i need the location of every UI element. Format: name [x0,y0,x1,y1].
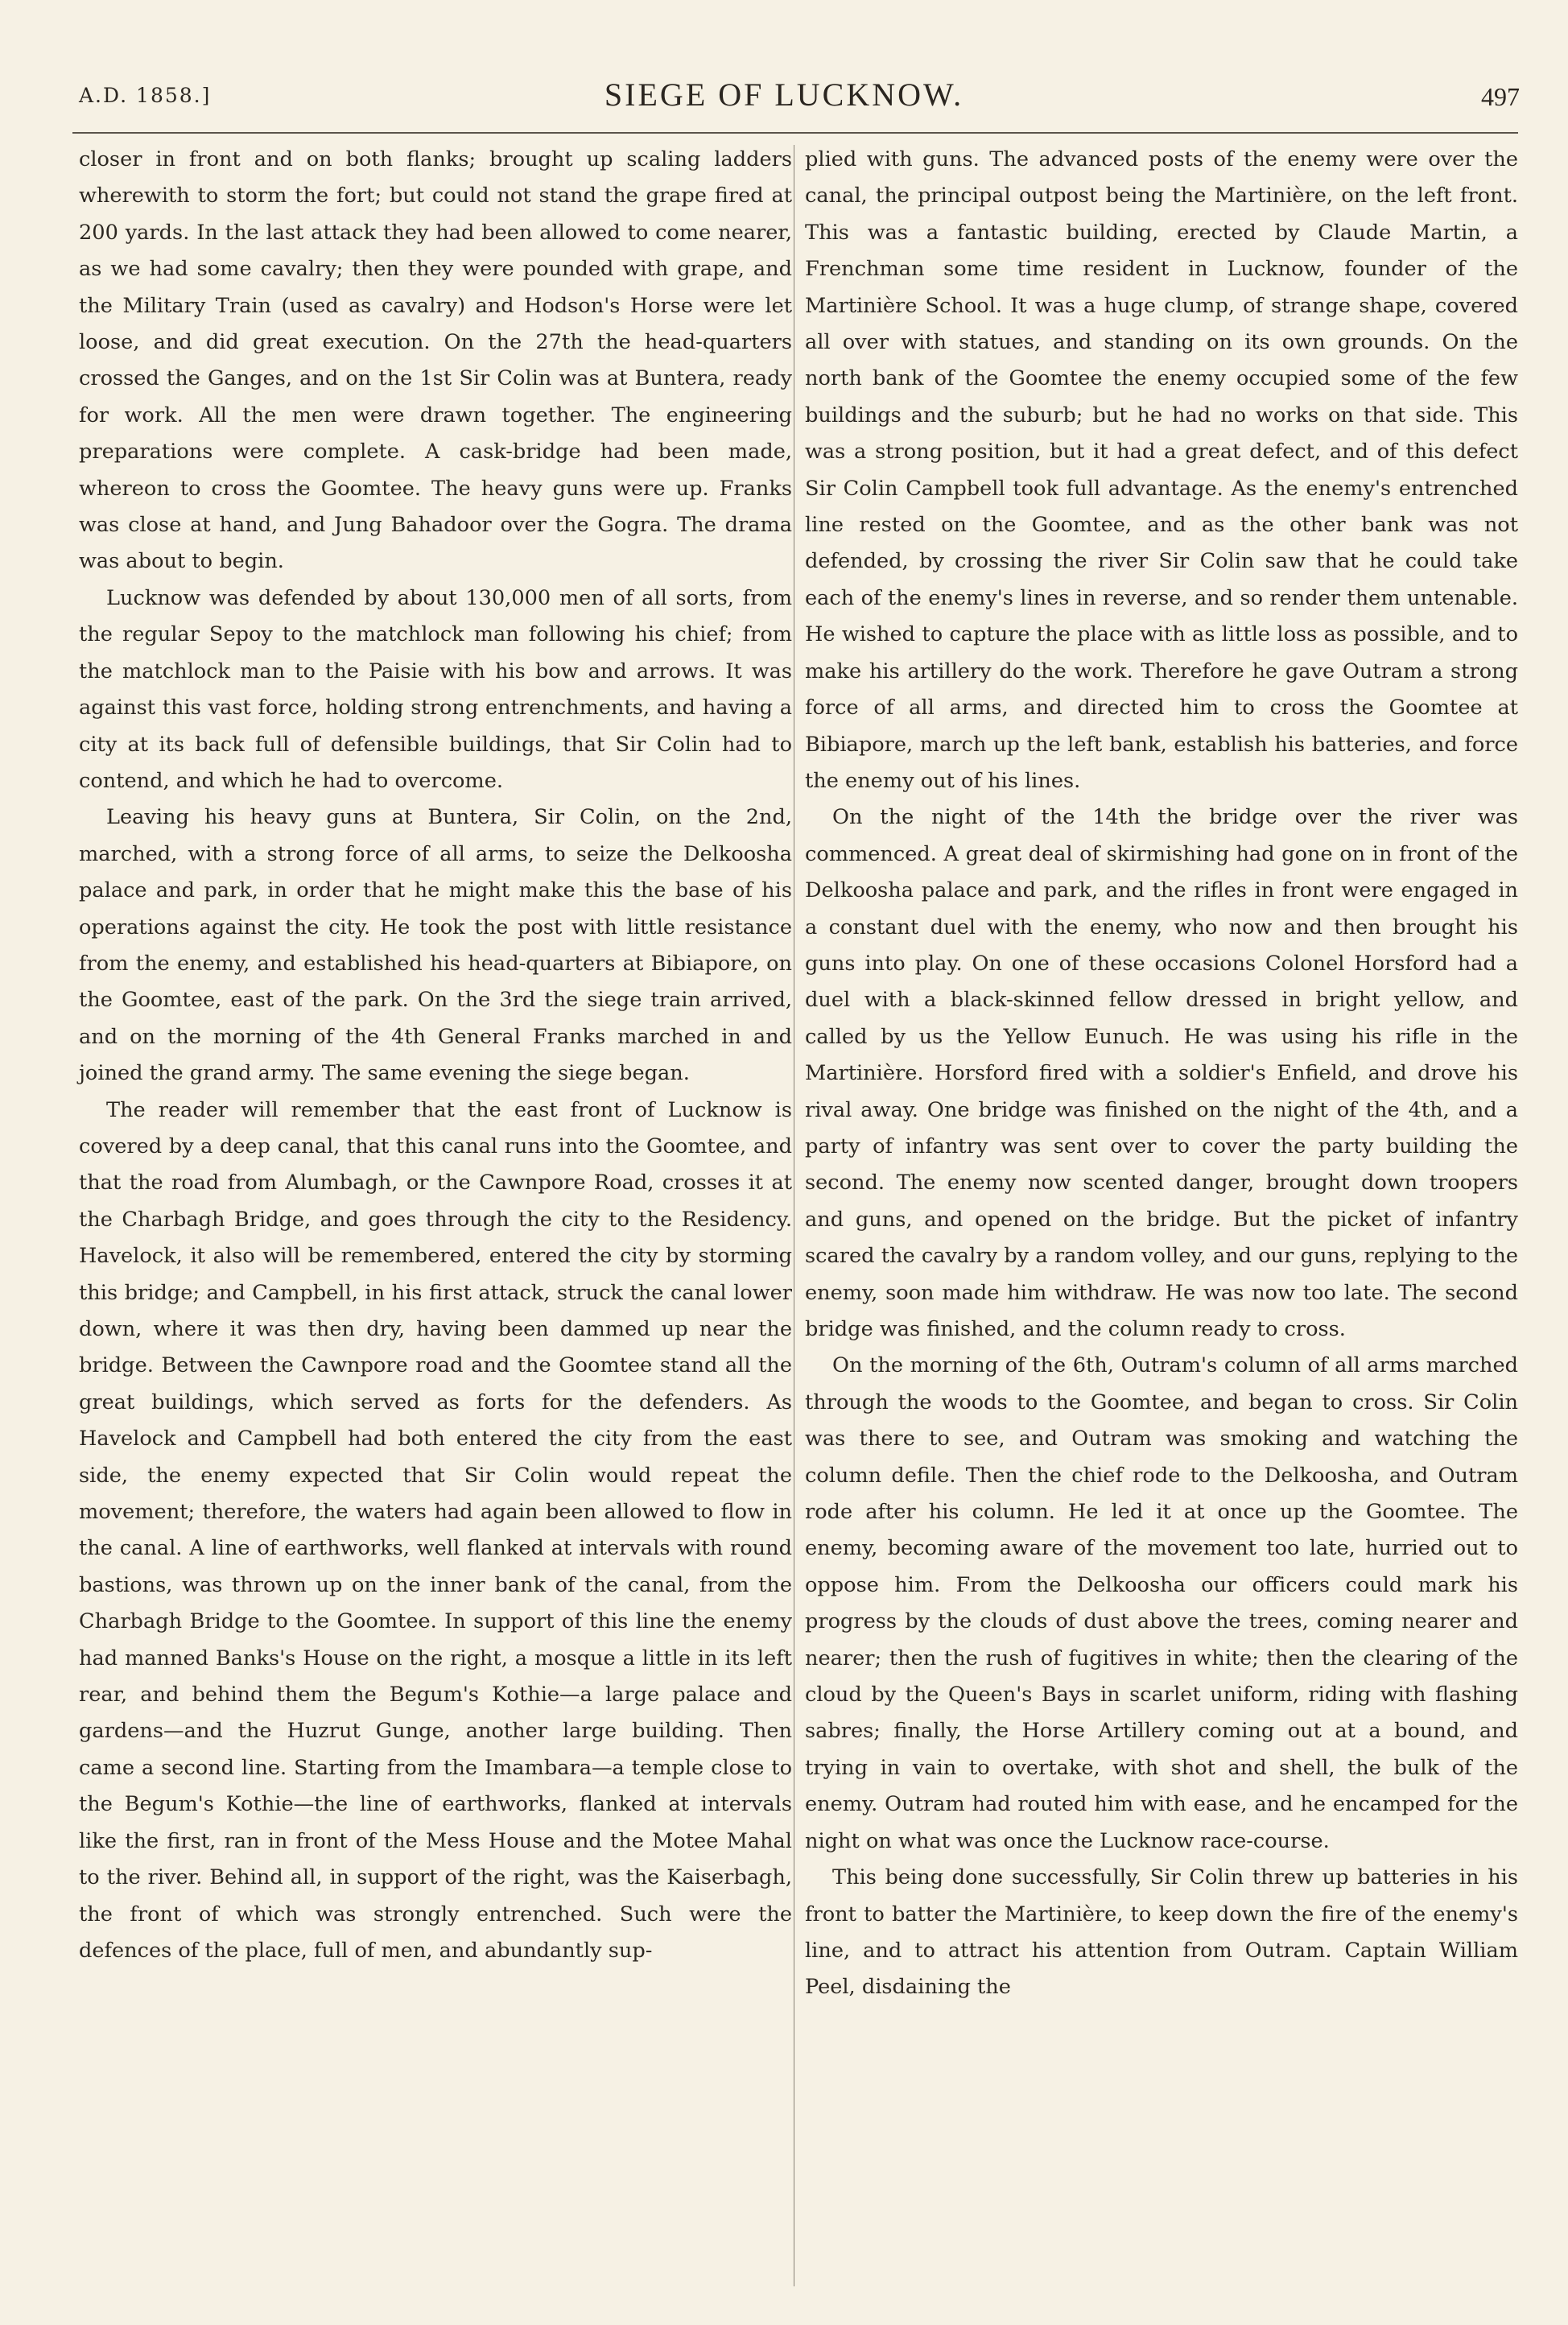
paragraph: Lucknow was defended by about 130,000 men of all sorts, from the regular Sepoy to the matchlock man following his chief; from the matchlock man to the Paisie with his bow and arrows. It was against this vast force, holding strong entrenchments, and having a city at its back full of defensible buildings, that Sir Colin had to contend, and which he had to overcome. [79,585,792,793]
running-header [48,71,1520,127]
left-column [79,142,792,1969]
page-title: SIEGE OF LUCKNOW. [604,76,964,113]
header-date: A.D. 1858.] [79,84,212,107]
paragraph: On the night of the 14th the bridge over the river was commenced. A great deal of skirmishing had gone on in front of the Delkoosha palace and park, and the rifles in front were engaged in a constant duel with the enemy, who now and then brought his guns into play. On one of these occasions Colonel Horsford had a duel with a black-skinned fellow dressed in bright yellow, and called by us the Yellow Eunuch. He was using his rifle in the Martinière. Horsford fired with a soldier's Enfield, and drove his rival away. One bridge was finished on the night of the 4th, and a party of infantry was sent over to cover the party building the second. The enemy now scented danger, brought down troopers and guns, and opened on the bridge. But the picket of infantry scared the cavalry by a random volley, and our guns, replying to the enemy, soon made him withdraw. He was now too late. The second bridge was finished, and the column ready to cross. [805,805,1518,1341]
paragraph: On the morning of the 6th, Outram's column of all arms marched through the woods to the Goomtee, and began to cross. Sir Colin was there to see, and Outram was smoking and watching the column defile. Then the chief rode to the Delkoosha, and Outram rode after his column. He led it at once up the Goomtee. The enemy, becoming aware of the movement too late, hurried out to oppose him. From the Delkoosha our officers could mark his progress by the clouds of dust above the trees, coming nearer and nearer; then the rush of fugitives in white; then the clearing of the cloud by the Queen's Bays in scarlet uniform, riding with flashing sabres; finally, the Horse Artillery coming out at a bound, and trying in vain to overtake, with shot and shell, the bulk of the enemy. Outram had routed him with ease, and he encamped for the night on what was once the Lucknow race-course. [805,1353,1518,1853]
paragraph: Leaving his heavy guns at Buntera, Sir Colin, on the 2nd, marched, with a strong force of all arms, to seize the Delkoosha palace and park, in order that he might make this the base of his operations against the city. He took the post with little resistance from the enemy, and established his head-quarters at Bibiapore, on the Goomtee, east of the park. On the 3rd the siege train arrived, and on the morning of the 4th General Franks marched in and joined the grand army. The same evening the siege began. [79,805,792,1086]
header-rule [72,132,1518,134]
paragraph: plied with guns. The advanced posts of the enemy were over the canal, the principal outpost being the Martinière, on the left front. This was a fantastic building, erected by Claude Martin, a Frenchman some time resident in Lucknow, founder of the Martinière School. It was a huge clump, of strange shape, covered all over with statues, and standing on its own grounds. On the north bank of the Goomtee the enemy occupied some of the few buildings and the suburb; but he had no works on that side. This was a strong position, but it had a great defect, and of this defect Sir Colin Campbell took full advantage. As the enemy's entrenched line rested on the Goomtee, and as the other bank was not defended, by crossing the river Sir Colin saw that he could take each of the enemy's lines in reverse, and so render them untenable. He wished to capture the place with as little loss as possible, and to make his artillery do the work. Therefore he gave Outram a strong force of all arms, and directed him to cross the Goomtee at Bibiapore, march up the left bank, establish his batteries, and force the enemy out of his lines. [805,147,1518,793]
page-number: 497 [1481,82,1520,111]
paragraph: closer in front and on both flanks; brought up scaling ladders wherewith to storm the fort; but could not stand the grape fired at 200 yards. In the last attack they had been allowed to come nearer, as we had some cavalry; then they were pounded with grape, and the Military Train (used as cavalry) and Hodson's Horse were let loose, and did great execution. On the 27th the head-quarters crossed the Ganges, and on the 1st Sir Colin was at Buntera, ready for work. All the men were drawn together. The engineering preparations were complete. A cask-bridge had been made, whereon to cross the Goomtee. The heavy guns were up. Franks was close at hand, and Jung Bahadoor over the Gogra. The drama was about to begin. [79,147,792,574]
paragraph: The reader will remember that the east front of Lucknow is covered by a deep canal, that this canal runs into the Goomtee, and that the road from Alumbagh, or the Cawnpore Road, crosses it at the Charbagh Bridge, and goes through the city to the Residency. Havelock, it also will be remembered, entered the city by storming this bridge; and Campbell, in his first attack, struck the canal lower down, where it was then dry, having been dammed up near the bridge. Between the Cawnpore road and the Goomtee stand all the great buildings, which served as forts for the defenders. As Havelock and Campbell had both entered the city from the east side, the enemy expected that Sir Colin would repeat the movement; therefore, the waters had again been allowed to flow in the canal. A line of earthworks, well flanked at intervals with round bastions, was thrown up on the inner bank of the canal, from the Charbagh Bridge to the Goomtee. In support of this line the enemy had manned Banks's House on the right, a mosque a little in its left rear, and behind them the Begum's Kothie—a large palace and gardens—and the Huzrut Gunge, another large building. Then came a second line. Starting from the Imambara—a temple close to the Begum's Kothie—the line of earthworks, flanked at intervals like the first, ran in front of the Mess House and the Motee Mahal to the river. Behind all, in support of the right, was the Kaiserbagh, the front of which was strongly entrenched. Such were the defences of the place, full of men, and abundantly sup- [79,1097,792,1963]
paragraph: This being done successfully, Sir Colin threw up batteries in his front to batter the Martinière, to keep down the fire of the enemy's line, and to attract his attention from Outram. Captain William Peel, disdaining the [805,1865,1518,2000]
right-column [805,142,1518,2006]
